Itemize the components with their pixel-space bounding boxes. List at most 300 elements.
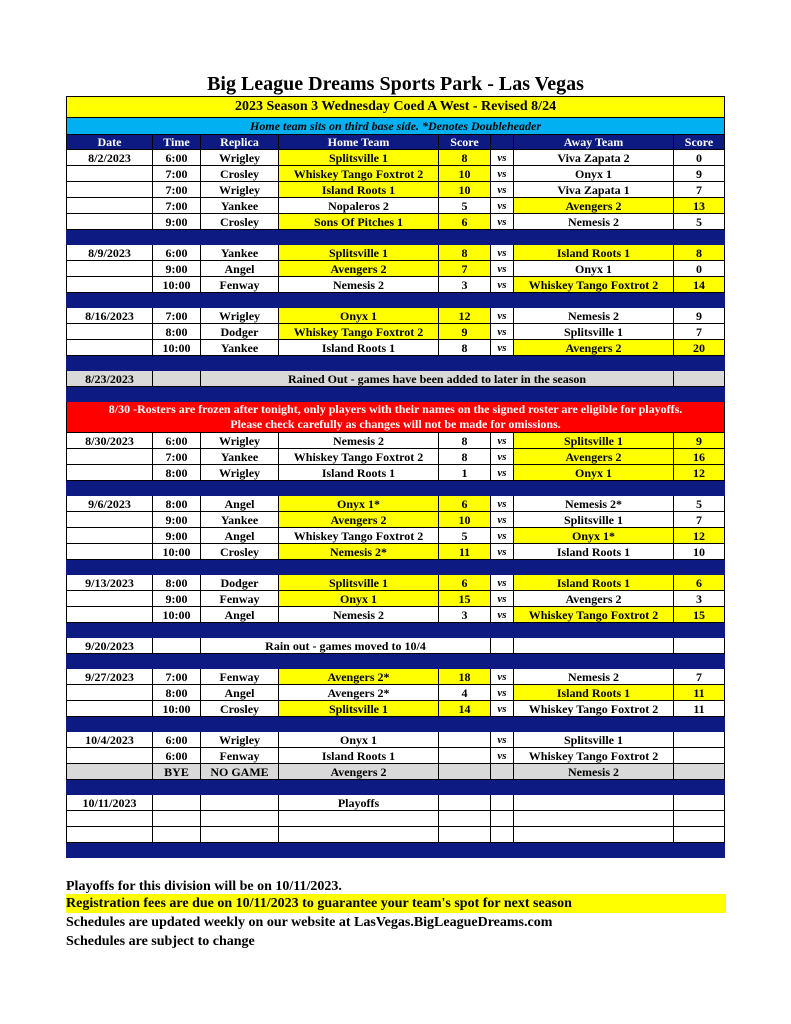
replica-cell: Fenway [201,591,279,607]
table-row [67,182,725,198]
footer-website-note: Schedules are updated weekly on our website at LasVegas.BigLeagueDreams.com [66,915,553,930]
vs-cell: vs [491,449,514,465]
away-score-cell [674,371,725,387]
replica-cell: Angel [201,607,279,623]
home-score-cell: 8 [439,150,491,166]
away-team-cell [514,795,674,811]
replica-cell [201,795,279,811]
home-team-cell: Nemesis 2 [279,433,439,449]
replica-cell: Wrigley [201,308,279,324]
replica-cell: Crosley [201,544,279,560]
table-row [67,669,725,685]
home-score-cell: 5 [439,198,491,214]
date-cell [67,748,153,764]
date-cell [67,512,153,528]
date-cell [67,701,153,717]
away-team-cell: Whiskey Tango Foxtrot 2 [514,607,674,623]
home-score-cell [439,795,491,811]
rainout-note: Rained Out - games have been added to later in the season [201,371,674,387]
replica-cell: Crosley [201,701,279,717]
vs-cell: vs [491,433,514,449]
away-score-cell [674,764,725,780]
table-row [67,732,725,748]
vs-cell: vs [491,465,514,481]
date-cell: 10/4/2023 [67,732,153,748]
home-team-cell: Splitsville 1 [279,245,439,261]
page-title: Big League Dreams Sports Park - Las Vegas [207,73,584,95]
vs-cell: vs [491,701,514,717]
away-score-cell: 11 [674,685,725,701]
away-team-cell: Onyx 1 [514,166,674,182]
date-cell: 8/30/2023 [67,433,153,449]
vs-cell: vs [491,512,514,528]
date-cell [67,166,153,182]
vs-cell: vs [491,340,514,356]
home-team-cell: Nopaleros 2 [279,198,439,214]
table-row [67,575,725,591]
roster-notice [67,402,725,433]
home-team-cell: Whiskey Tango Foxtrot 2 [279,324,439,340]
header-home-score: Score [439,135,491,150]
vs-cell: vs [491,308,514,324]
away-team-cell: Nemesis 2* [514,496,674,512]
away-score-cell [674,732,725,748]
away-team-cell: Nemesis 2 [514,669,674,685]
vs-cell: vs [491,214,514,230]
time-cell: 8:00 [153,324,201,340]
table-row [67,701,725,717]
away-score-cell: 9 [674,433,725,449]
away-team-cell: Nemesis 2 [514,764,674,780]
replica-cell: Yankee [201,198,279,214]
footer-registration-note: Registration fees are due on 10/11/2023 to guarantee your team's spot for next season [66,894,726,913]
time-cell: 9:00 [153,512,201,528]
date-cell: 10/11/2023 [67,795,153,811]
table-row [67,496,725,512]
rainout-row [67,638,725,654]
time-cell: 7:00 [153,182,201,198]
home-score-cell: 6 [439,214,491,230]
time-cell: 10:00 [153,277,201,293]
table-row [67,261,725,277]
away-score-cell: 10 [674,544,725,560]
date-cell: 9/13/2023 [67,575,153,591]
away-team-cell: Avengers 2 [514,591,674,607]
away-score-cell: 11 [674,701,725,717]
date-cell [67,277,153,293]
table-row [67,528,725,544]
week-separator [67,717,725,732]
away-team-cell: Splitsville 1 [514,433,674,449]
table-row [67,544,725,560]
home-score-cell: 8 [439,449,491,465]
header-time: Time [153,135,201,150]
vs-cell: vs [491,732,514,748]
date-cell [67,544,153,560]
date-cell: 8/16/2023 [67,308,153,324]
away-score-cell: 9 [674,308,725,324]
replica-cell: Yankee [201,340,279,356]
replica-cell: Fenway [201,277,279,293]
away-score-cell [674,748,725,764]
footer-playoffs-note: Playoffs for this division will be on 10/11/2023. [66,879,342,894]
vs-cell: vs [491,591,514,607]
date-cell [67,449,153,465]
time-cell: 8:00 [153,496,201,512]
vs-cell: vs [491,575,514,591]
table-row [67,340,725,356]
home-score-cell: 6 [439,496,491,512]
away-score-cell: 16 [674,449,725,465]
replica-cell: Angel [201,685,279,701]
home-team-cell: Onyx 1* [279,496,439,512]
vs-cell: vs [491,544,514,560]
time-cell: 9:00 [153,528,201,544]
home-team-cell: Splitsville 1 [279,150,439,166]
away-team-cell: Onyx 1 [514,261,674,277]
home-score-cell [439,764,491,780]
home-team-cell: Whiskey Tango Foxtrot 2 [279,528,439,544]
away-team-cell: Splitsville 1 [514,324,674,340]
table-row [67,795,725,811]
home-team-cell: Island Roots 1 [279,748,439,764]
home-team-cell: Avengers 2* [279,669,439,685]
home-team-cell: Island Roots 1 [279,465,439,481]
header-date: Date [67,135,153,150]
table-row [67,607,725,623]
replica-cell: Crosley [201,166,279,182]
table-row [67,198,725,214]
vs-cell: vs [491,607,514,623]
table-row [67,166,725,182]
replica-cell: Fenway [201,669,279,685]
home-score-cell: 5 [439,528,491,544]
replica-cell: Wrigley [201,732,279,748]
vs-cell: vs [491,496,514,512]
replica-cell: Wrigley [201,150,279,166]
away-team-cell: Avengers 2 [514,340,674,356]
home-team-cell [279,827,439,843]
week-separator [67,356,725,371]
away-team-cell: Whiskey Tango Foxtrot 2 [514,748,674,764]
table-row [67,150,725,166]
vs-cell: vs [491,198,514,214]
away-score-cell: 7 [674,669,725,685]
rainout-row [67,371,725,387]
away-team-cell: Whiskey Tango Foxtrot 2 [514,277,674,293]
home-score-cell: 7 [439,261,491,277]
away-score-cell [674,795,725,811]
time-cell: 7:00 [153,669,201,685]
week-separator [67,293,725,308]
time-cell: 9:00 [153,591,201,607]
doubleheader-note: Home team sits on third base side. *Denotes Doubleheader [67,118,725,135]
home-team-cell: Avengers 2* [279,685,439,701]
schedule-table [66,96,725,858]
home-team-cell: Nemesis 2* [279,544,439,560]
home-team-cell: Nemesis 2 [279,277,439,293]
time-cell: 10:00 [153,701,201,717]
away-score-cell: 3 [674,591,725,607]
vs-cell: vs [491,324,514,340]
replica-cell: Angel [201,261,279,277]
time-cell: 6:00 [153,732,201,748]
home-team-cell: Island Roots 1 [279,182,439,198]
replica-cell: NO GAME [201,764,279,780]
time-cell: 8:00 [153,465,201,481]
time-cell: 8:00 [153,575,201,591]
vs-cell [491,764,514,780]
away-score-cell: 6 [674,575,725,591]
replica-cell: Yankee [201,245,279,261]
away-score-cell: 8 [674,245,725,261]
vs-cell: vs [491,277,514,293]
home-team-cell: Nemesis 2 [279,607,439,623]
home-team-cell: Onyx 1 [279,732,439,748]
time-cell: 7:00 [153,449,201,465]
date-cell [67,198,153,214]
table-row [67,748,725,764]
time-cell [153,811,201,827]
roster-notice-row [67,402,725,433]
away-score-cell: 7 [674,182,725,198]
date-cell [67,528,153,544]
replica-cell: Dodger [201,575,279,591]
table-row [67,827,725,843]
replica-cell: Wrigley [201,182,279,198]
home-score-cell: 8 [439,340,491,356]
date-cell [67,607,153,623]
away-team-cell: Avengers 2 [514,449,674,465]
rainout-note: Rain out - games moved to 10/4 [201,638,491,654]
home-score-cell: 14 [439,701,491,717]
week-separator [67,623,725,638]
home-team-cell [279,811,439,827]
date-cell [67,261,153,277]
header-row [67,135,725,150]
date-cell [67,764,153,780]
replica-cell [201,827,279,843]
vs-cell: vs [491,685,514,701]
away-score-cell: 15 [674,607,725,623]
away-score-cell: 12 [674,528,725,544]
replica-cell: Angel [201,496,279,512]
header-replica: Replica [201,135,279,150]
time-cell: 6:00 [153,150,201,166]
away-team-cell: Nemesis 2 [514,214,674,230]
footer-change-note: Schedules are subject to change [66,934,255,949]
time-cell: 9:00 [153,261,201,277]
time-cell: 6:00 [153,245,201,261]
time-cell: BYE [153,764,201,780]
away-score-cell: 9 [674,166,725,182]
header-vs [491,135,514,150]
away-score-cell: 7 [674,512,725,528]
header-away-team: Away Team [514,135,674,150]
home-score-cell: 9 [439,324,491,340]
away-team-cell: Nemesis 2 [514,308,674,324]
home-score-cell [439,748,491,764]
date-cell [67,214,153,230]
away-team-cell: Splitsville 1 [514,732,674,748]
roster-notice-line-2: Please check carefully as changes will not be made for omissions. [230,417,561,431]
week-separator [67,654,725,669]
date-cell: 9/6/2023 [67,496,153,512]
home-score-cell: 10 [439,182,491,198]
date-cell [67,182,153,198]
vs-cell: vs [491,528,514,544]
week-separator [67,560,725,575]
home-score-cell: 4 [439,685,491,701]
home-team-cell: Avengers 2 [279,261,439,277]
replica-cell: Angel [201,528,279,544]
home-score-cell: 6 [439,575,491,591]
table-row [67,308,725,324]
away-score-cell: 13 [674,198,725,214]
time-cell: 10:00 [153,607,201,623]
away-score-cell: 7 [674,324,725,340]
away-score-cell: 0 [674,150,725,166]
note-row [67,118,725,135]
replica-cell: Wrigley [201,433,279,449]
home-score-cell: 8 [439,245,491,261]
time-cell: 8:00 [153,685,201,701]
table-row [67,512,725,528]
table-row [67,214,725,230]
date-cell [67,591,153,607]
bye-row [67,764,725,780]
date-cell [67,685,153,701]
away-team-cell: Viva Zapata 1 [514,182,674,198]
vs-cell: vs [491,182,514,198]
time-cell: 9:00 [153,214,201,230]
away-score-cell: 12 [674,465,725,481]
home-score-cell: 1 [439,465,491,481]
time-cell [153,795,201,811]
away-score-cell: 5 [674,496,725,512]
date-cell [67,340,153,356]
away-score-cell [674,811,725,827]
home-score-cell [439,732,491,748]
away-score-cell [674,638,725,654]
replica-cell: Crosley [201,214,279,230]
away-team-cell: Avengers 2 [514,198,674,214]
time-cell: 6:00 [153,748,201,764]
away-team-cell: Onyx 1 [514,465,674,481]
table-row [67,685,725,701]
replica-cell: Wrigley [201,465,279,481]
table-row [67,433,725,449]
home-score-cell: 3 [439,607,491,623]
away-score-cell: 14 [674,277,725,293]
home-team-cell: Avengers 2 [279,764,439,780]
home-score-cell: 11 [439,544,491,560]
home-score-cell: 12 [439,308,491,324]
season-banner: 2023 Season 3 Wednesday Coed A West - Revised 8/24 [67,97,725,118]
header-home-team: Home Team [279,135,439,150]
date-cell [67,811,153,827]
home-team-cell: Sons Of Pitches 1 [279,214,439,230]
home-score-cell: 10 [439,166,491,182]
season-banner-row [67,97,725,118]
away-score-cell: 20 [674,340,725,356]
home-score-cell: 18 [439,669,491,685]
away-team-cell [514,811,674,827]
date-cell [67,827,153,843]
vs-cell: vs [491,150,514,166]
vs-cell: vs [491,245,514,261]
vs-cell [491,811,514,827]
date-cell: 8/2/2023 [67,150,153,166]
home-score-cell: 8 [439,433,491,449]
week-separator [67,780,725,795]
date-cell: 8/23/2023 [67,371,153,387]
time-cell: 10:00 [153,544,201,560]
table-row [67,591,725,607]
home-team-cell: Whiskey Tango Foxtrot 2 [279,449,439,465]
away-team-cell: Island Roots 1 [514,544,674,560]
home-team-cell: Island Roots 1 [279,340,439,356]
time-cell: 7:00 [153,166,201,182]
table-row [67,465,725,481]
vs-cell [491,827,514,843]
time-cell [153,638,201,654]
table-row [67,245,725,261]
table-row [67,811,725,827]
vs-cell: vs [491,166,514,182]
time-cell [153,371,201,387]
playoffs-cell: Playoffs [279,795,439,811]
home-team-cell: Onyx 1 [279,308,439,324]
replica-cell: Yankee [201,512,279,528]
table-row [67,277,725,293]
week-separator [67,481,725,496]
vs-cell: vs [491,669,514,685]
table-row [67,324,725,340]
time-cell: 7:00 [153,198,201,214]
away-team-cell: Splitsville 1 [514,512,674,528]
vs-cell: vs [491,748,514,764]
week-separator [67,387,725,402]
away-team-cell: Whiskey Tango Foxtrot 2 [514,701,674,717]
vs-cell [491,638,514,654]
date-cell: 9/20/2023 [67,638,153,654]
away-team-cell: Island Roots 1 [514,685,674,701]
home-team-cell: Avengers 2 [279,512,439,528]
home-team-cell: Whiskey Tango Foxtrot 2 [279,166,439,182]
week-separator [67,843,725,858]
away-score-cell [674,827,725,843]
home-team-cell: Splitsville 1 [279,575,439,591]
away-team-cell [514,638,674,654]
vs-cell: vs [491,261,514,277]
home-team-cell: Onyx 1 [279,591,439,607]
away-team-cell: Island Roots 1 [514,245,674,261]
date-cell [67,324,153,340]
date-cell: 9/27/2023 [67,669,153,685]
home-score-cell: 15 [439,591,491,607]
date-cell [67,465,153,481]
week-separator [67,230,725,245]
replica-cell [201,811,279,827]
home-score-cell [439,811,491,827]
time-cell: 6:00 [153,433,201,449]
away-team-cell: Island Roots 1 [514,575,674,591]
date-cell: 8/9/2023 [67,245,153,261]
home-score-cell: 10 [439,512,491,528]
roster-notice-line-1: 8/30 -Rosters are frozen after tonight, only players with their names on the signed roster are eligible for playoffs. [108,402,683,416]
away-team-cell: Viva Zapata 2 [514,150,674,166]
